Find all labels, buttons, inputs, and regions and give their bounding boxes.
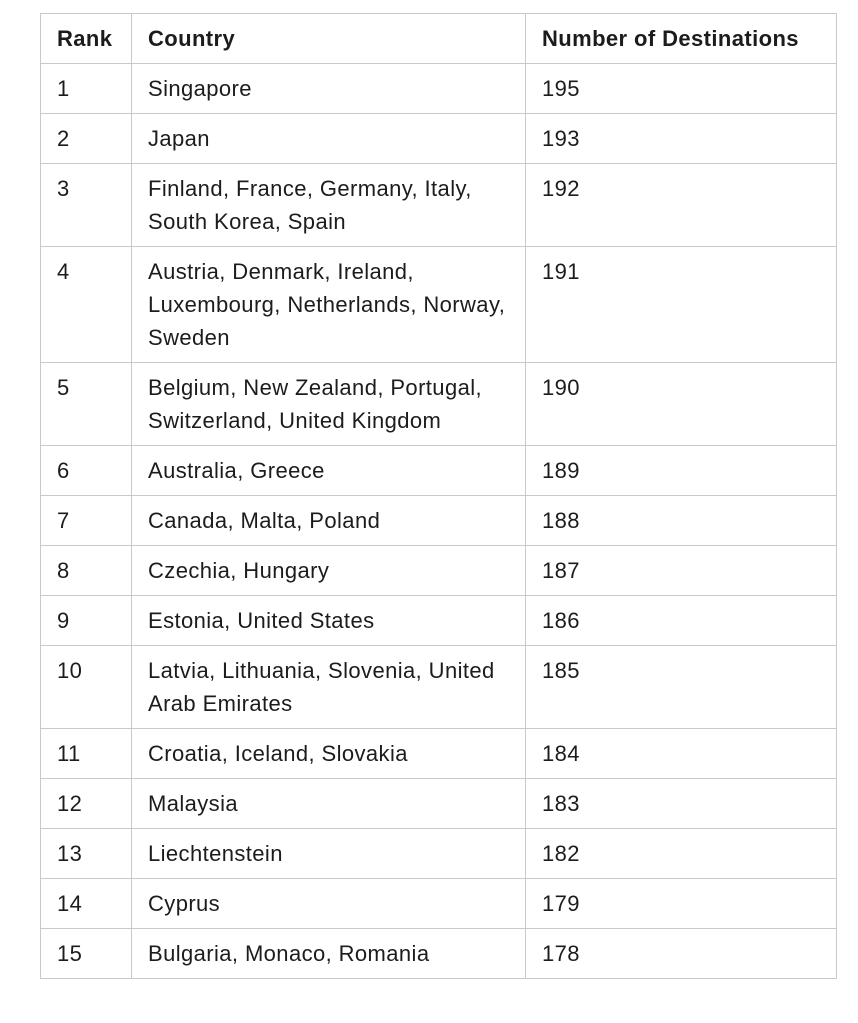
- rank-cell: 1: [41, 64, 132, 114]
- table-row: [41, 779, 837, 829]
- destinations-cell: 188: [526, 496, 837, 546]
- destinations-cell: 182: [526, 829, 837, 879]
- rankings-table-container: [40, 13, 836, 979]
- country-cell: Liechtenstein: [132, 829, 526, 879]
- rank-cell: 2: [41, 114, 132, 164]
- country-cell: Finland, France, Germany, Italy, South Korea, Spain: [132, 164, 526, 247]
- table-body: [41, 64, 837, 979]
- rank-cell: 10: [41, 646, 132, 729]
- country-cell: Latvia, Lithuania, Slovenia, United Arab Emirates: [132, 646, 526, 729]
- table-row: [41, 446, 837, 496]
- country-cell: Belgium, New Zealand, Portugal, Switzerland, United Kingdom: [132, 363, 526, 446]
- destinations-cell: 191: [526, 247, 837, 363]
- rank-cell: 7: [41, 496, 132, 546]
- destinations-cell: 186: [526, 596, 837, 646]
- rank-cell: 8: [41, 546, 132, 596]
- rank-cell: 5: [41, 363, 132, 446]
- country-cell: Czechia, Hungary: [132, 546, 526, 596]
- header-row: [41, 14, 837, 64]
- rank-cell: 3: [41, 164, 132, 247]
- rank-cell: 11: [41, 729, 132, 779]
- country-cell: Cyprus: [132, 879, 526, 929]
- destinations-cell: 189: [526, 446, 837, 496]
- table-row: [41, 879, 837, 929]
- destinations-cell: 195: [526, 64, 837, 114]
- table-row: [41, 114, 837, 164]
- table-row: [41, 363, 837, 446]
- table-row: [41, 496, 837, 546]
- rank-cell: 12: [41, 779, 132, 829]
- destinations-cell: 187: [526, 546, 837, 596]
- table-row: [41, 546, 837, 596]
- rankings-table: [40, 13, 837, 979]
- table-header: [41, 14, 837, 64]
- country-cell: Austria, Denmark, Ireland, Luxembourg, Netherlands, Norway, Sweden: [132, 247, 526, 363]
- destinations-cell: 179: [526, 879, 837, 929]
- table-row: [41, 929, 837, 979]
- destinations-cell: 190: [526, 363, 837, 446]
- header-rank: Rank: [41, 14, 132, 64]
- country-cell: Canada, Malta, Poland: [132, 496, 526, 546]
- rank-cell: 4: [41, 247, 132, 363]
- table-row: [41, 247, 837, 363]
- rank-cell: 13: [41, 829, 132, 879]
- table-row: [41, 729, 837, 779]
- destinations-cell: 185: [526, 646, 837, 729]
- country-cell: Japan: [132, 114, 526, 164]
- country-cell: Croatia, Iceland, Slovakia: [132, 729, 526, 779]
- rank-cell: 15: [41, 929, 132, 979]
- destinations-cell: 193: [526, 114, 837, 164]
- destinations-cell: 178: [526, 929, 837, 979]
- country-cell: Malaysia: [132, 779, 526, 829]
- country-cell: Singapore: [132, 64, 526, 114]
- destinations-cell: 183: [526, 779, 837, 829]
- rank-cell: 14: [41, 879, 132, 929]
- header-country: Country: [132, 14, 526, 64]
- table-row: [41, 596, 837, 646]
- country-cell: Bulgaria, Monaco, Romania: [132, 929, 526, 979]
- destinations-cell: 184: [526, 729, 837, 779]
- country-cell: Australia, Greece: [132, 446, 526, 496]
- table-row: [41, 646, 837, 729]
- table-row: [41, 829, 837, 879]
- destinations-cell: 192: [526, 164, 837, 247]
- rank-cell: 6: [41, 446, 132, 496]
- rank-cell: 9: [41, 596, 132, 646]
- header-destinations: Number of Destinations: [526, 14, 837, 64]
- country-cell: Estonia, United States: [132, 596, 526, 646]
- table-row: [41, 64, 837, 114]
- table-row: [41, 164, 837, 247]
